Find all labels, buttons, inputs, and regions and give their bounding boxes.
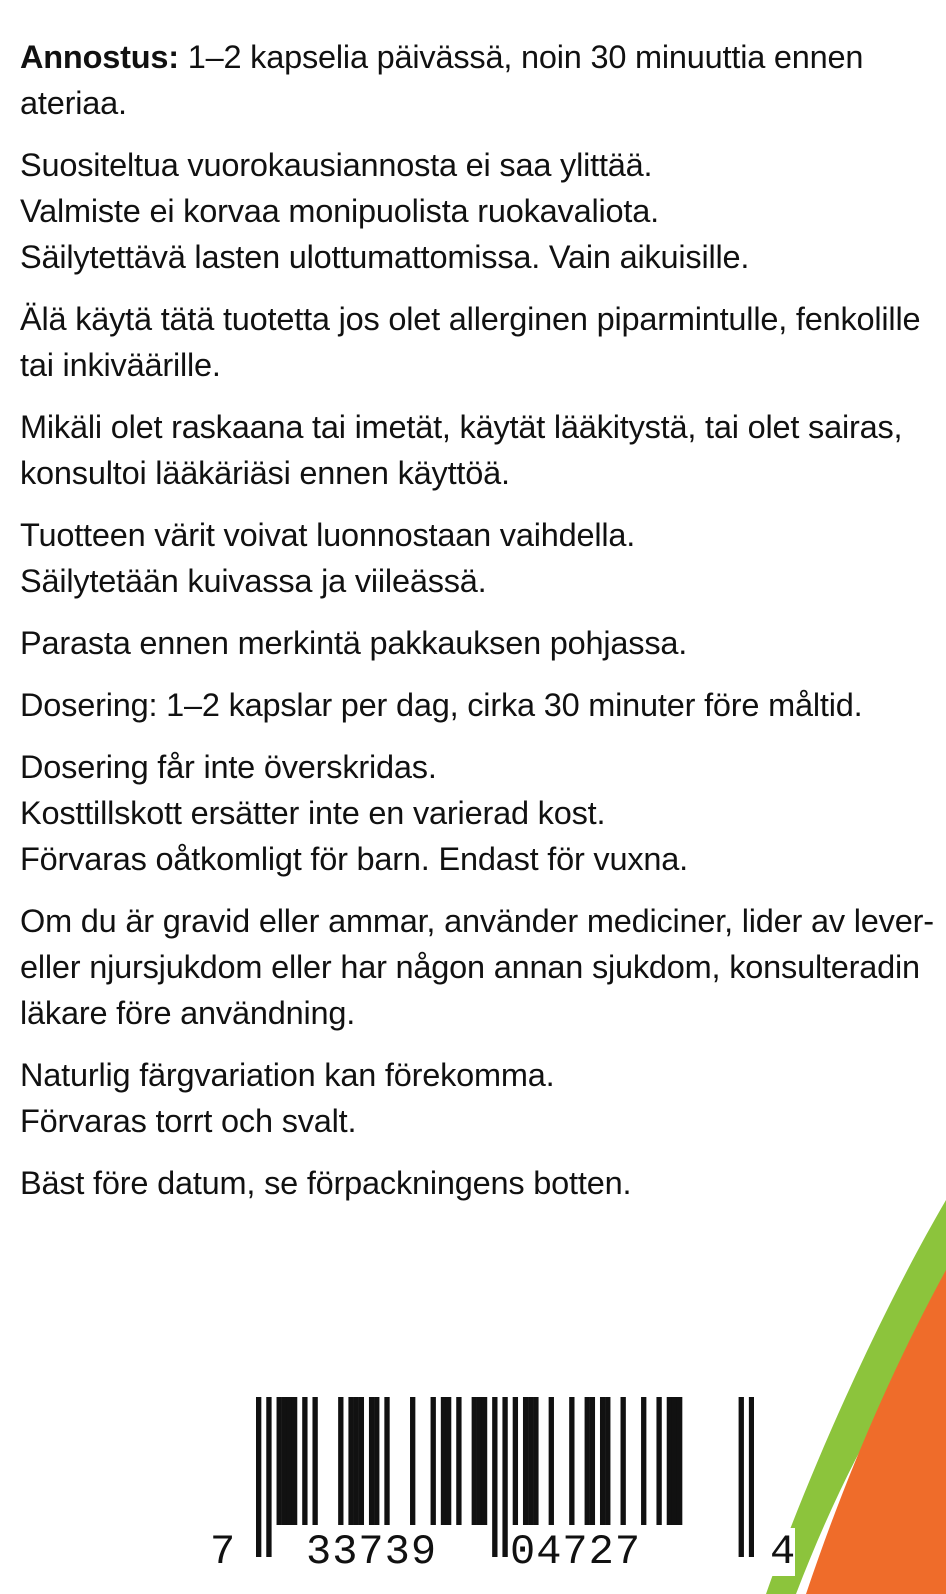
barcode-bar <box>384 1397 389 1525</box>
dosage-fi-text: 1–2 kapselia päivässä, noin 30 minuuttia ennen ateriaa. <box>20 39 864 121</box>
barcode-bar <box>533 1397 538 1525</box>
barcode-bar <box>282 1397 287 1525</box>
storage-sv-line: Förvaras torrt och svalt. <box>20 1103 357 1139</box>
barcode-left-digits: 33739 <box>306 1528 438 1576</box>
label-text-block <box>20 34 935 1222</box>
warning-fi-line: Valmiste ei korvaa monipuolista ruokavaliota. <box>20 193 659 229</box>
warning-fi-line: Säilytettävä lasten ulottumattomissa. Vain aikuisille. <box>20 239 750 275</box>
barcode-bar <box>374 1397 379 1525</box>
storage-fi <box>20 512 935 604</box>
allergy-fi: Älä käytä tätä tuotetta jos olet allerginen piparmintulle, fenkolille tai inkiväärille. <box>20 301 921 383</box>
barcode-bar <box>569 1397 574 1525</box>
barcode-bar <box>287 1397 292 1525</box>
storage-sv <box>20 1052 935 1144</box>
warnings-fi <box>20 142 935 280</box>
barcode-bar <box>656 1397 661 1525</box>
barcode-bar <box>277 1397 282 1525</box>
barcode-bar <box>585 1397 590 1525</box>
barcode-bar <box>431 1397 436 1525</box>
barcode-bar <box>302 1397 307 1525</box>
best-before-sv: Bäst före datum, se förpackningens botten. <box>20 1165 632 1201</box>
barcode-bar <box>348 1397 353 1525</box>
barcode-bar <box>549 1397 554 1525</box>
pregnancy-fi: Mikäli olet raskaana tai imetät, käytät lääkitystä, tai olet sairas, konsultoi lääkäriäsi ennen käyttöä. <box>20 409 903 491</box>
barcode-bar <box>446 1397 451 1525</box>
barcode-bar <box>590 1397 595 1525</box>
barcode-check-digit: 4 <box>770 1528 796 1576</box>
warning-sv-line: Kosttillskott ersätter inte en varierad kost. <box>20 795 606 831</box>
warning-sv-line: Dosering får inte överskridas. <box>20 749 437 785</box>
pregnancy-sv: Om du är gravid eller ammar, använder mediciner, lider av lever- eller njursjukdom eller har någon annan sjukdom, konsulteradin läkare före användning. <box>20 903 934 1031</box>
barcode-bar <box>605 1397 610 1525</box>
barcode-guard-bar <box>266 1397 271 1557</box>
storage-fi-line: Tuotteen värit voivat luonnostaan vaihdella. <box>20 517 636 553</box>
barcode-bar <box>482 1397 487 1525</box>
barcode-guard-bar <box>739 1397 744 1557</box>
barcode-bar <box>477 1397 482 1525</box>
barcode-guard-bar <box>256 1397 261 1557</box>
barcode-guard-bar <box>502 1397 507 1557</box>
barcode-first-digit: 7 <box>210 1528 236 1576</box>
barcode-bar <box>528 1397 533 1525</box>
barcode-bar <box>369 1397 374 1525</box>
barcode-bar <box>677 1397 682 1525</box>
barcode-bar <box>292 1397 297 1525</box>
storage-fi-line: Säilytetään kuivassa ja viileässä. <box>20 563 487 599</box>
barcode-bar <box>523 1397 528 1525</box>
dosage-fi <box>20 34 935 126</box>
warning-sv-line: Förvaras oåtkomligt för barn. Endast för vuxna. <box>20 841 688 877</box>
barcode-bar <box>513 1397 518 1525</box>
barcode-bar <box>667 1397 672 1525</box>
barcode-bar <box>441 1397 446 1525</box>
orange-swoosh <box>806 1270 946 1594</box>
dosage-sv: Dosering: 1–2 kapslar per dag, cirka 30 minuter före måltid. <box>20 687 863 723</box>
best-before-fi: Parasta ennen merkintä pakkauksen pohjassa. <box>20 625 688 661</box>
barcode-guard-bar <box>492 1397 497 1557</box>
barcode-bar <box>338 1397 343 1525</box>
warnings-sv <box>20 744 935 882</box>
barcode-bar <box>600 1397 605 1525</box>
warning-fi-line: Suositeltua vuorokausiannosta ei saa ylittää. <box>20 147 653 183</box>
barcode-bar <box>410 1397 415 1525</box>
barcode-bar <box>312 1397 317 1525</box>
barcode-bar <box>641 1397 646 1525</box>
barcode-bar <box>456 1397 461 1525</box>
barcode-bar <box>359 1397 364 1525</box>
dosage-fi-label: Annostus: <box>20 39 179 75</box>
barcode-guard-bar <box>749 1397 754 1557</box>
barcode-right-digits: 04727 <box>510 1528 642 1576</box>
barcode-bar <box>354 1397 359 1525</box>
storage-sv-line: Naturlig färgvariation kan förekomma. <box>20 1057 555 1093</box>
barcode-bar <box>672 1397 677 1525</box>
barcode-bar <box>472 1397 477 1525</box>
barcode-bar <box>621 1397 626 1525</box>
